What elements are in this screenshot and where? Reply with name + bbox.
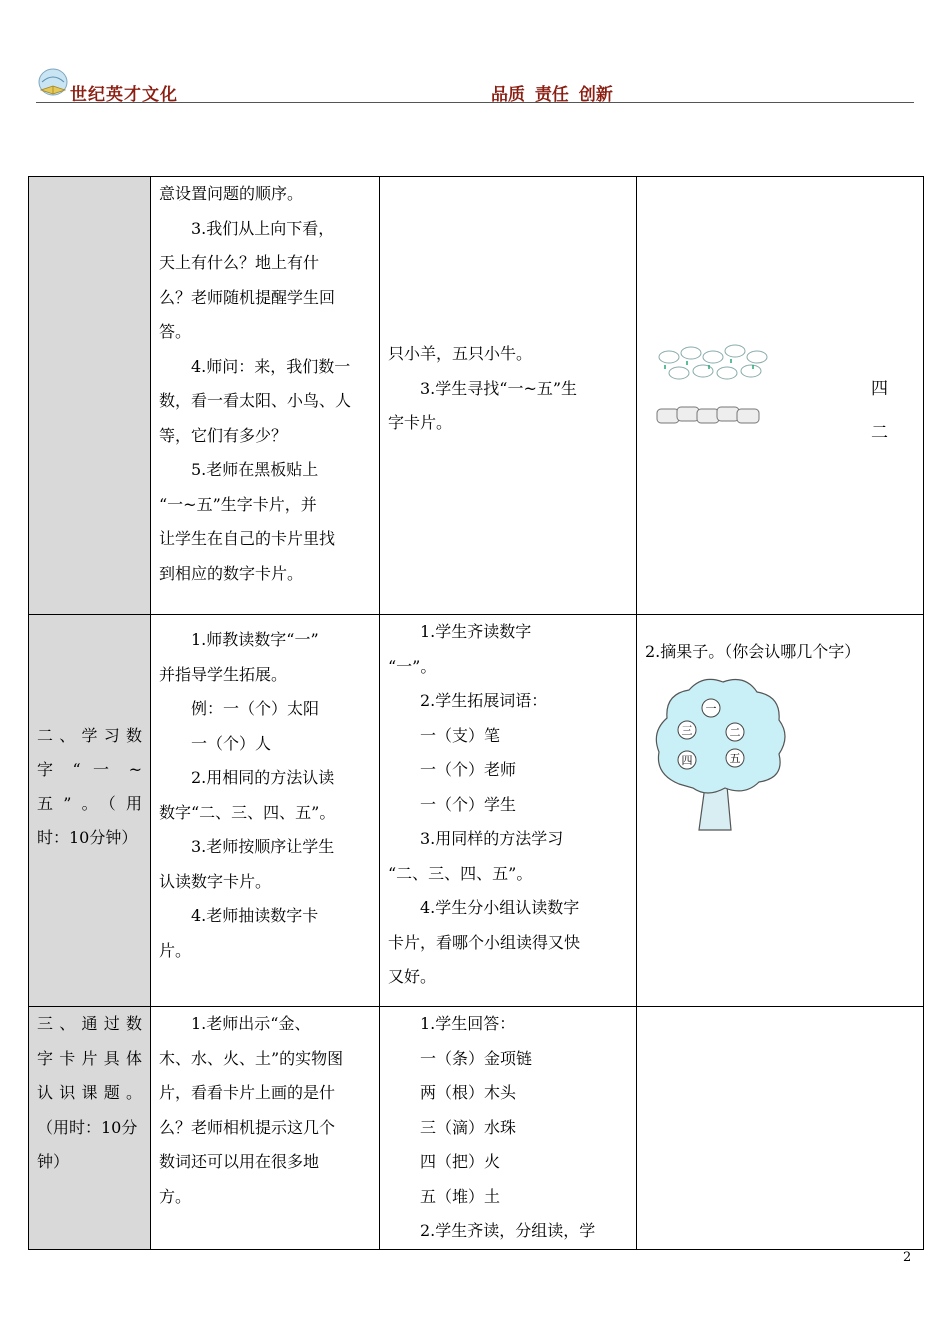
text-line: 4.师问：来，我们数一 [191,356,351,376]
text-line: 4.学生分小组认读数字 [420,898,580,917]
text-line: 3.学生寻找“一~五”生 [420,378,578,398]
text-line: 例：一（个）太阳 [191,699,320,718]
tree-fruit: 五 [729,751,741,765]
teacher-activity-cell [151,615,380,1007]
text-line: 一（个）学生 [420,794,517,814]
teacher-activity-cell [151,177,380,615]
text-line: 字卡片。 [388,413,453,432]
lesson-plan-table [28,176,924,1250]
text-line: 一（支）笔 [420,725,501,745]
text-line: 1.老师出示“金、 [191,1014,311,1033]
text-line: 2.学生齐读，分组读，学 [420,1221,596,1240]
header-rule [36,102,914,103]
text-line: 答。 [159,322,192,341]
text-line: 1.学生齐读数字 [420,622,532,641]
text-line: 片，看看卡片上画的是什 [159,1083,336,1102]
side-char: 四 [871,379,888,399]
text-line: 数字“二、三、四、五”。 [159,802,336,822]
stage-line: 字卡片具体 [37,1048,142,1068]
text-line: 三（滴）水珠 [420,1117,517,1137]
globe-book-logo-icon [36,68,70,98]
text-line: 木、水、火、土”的实物图 [159,1048,344,1068]
text-line: 认读数字卡片。 [159,871,272,891]
text-line: 3.老师按顺序让学生 [191,837,335,856]
text-line: 2.学生拓展词语： [420,691,548,710]
text-line: 么？老师随机提醒学生回 [159,287,336,307]
stage-line: 时：10分钟） [37,828,138,847]
page-header [36,62,914,104]
text-line: “一”。 [388,656,437,676]
text-line: 意设置问题的顺序。 [159,184,304,203]
text-line: 并指导学生拓展。 [159,664,288,684]
stage-cell [29,615,151,1007]
activity-title: 2.摘果子。（你会认哪几个字） [645,642,861,661]
side-characters [871,367,888,455]
student-activity-cell [380,1007,637,1250]
tree-fruit: 四 [681,753,693,767]
text-line: 4.老师抽读数字卡 [191,906,319,925]
stage-line: 认识课题。 [37,1083,142,1102]
text-line: “一~五”生字卡片，并 [159,494,317,514]
text-line: 1.学生回答： [420,1014,516,1033]
text-line: 只小羊，五只小牛。 [388,344,533,363]
text-line: 让学生在自己的卡片里找 [159,529,336,548]
table-row [29,177,924,615]
brand-motto: 品质 责任 创新 [491,85,613,105]
resource-cell [637,177,924,615]
text-line: 卡片，看哪个小组读得又快 [388,932,581,952]
text-line: 方。 [159,1186,192,1206]
text-line: 3.我们从上向下看， [191,218,335,238]
tree-fruit: 二 [729,725,741,739]
sheep-and-cattle-illustration-icon [651,327,781,447]
table-row [29,1007,924,1250]
tree-fruit: 三 [681,723,693,737]
text-line: 五（堆）土 [420,1186,501,1206]
student-activity-cell [380,615,637,1007]
text-line: 天上有什么？地上有什 [159,253,320,272]
stage-line: 钟） [37,1152,70,1171]
side-char: 二 [871,423,888,443]
text-line: 么？老师相机提示这几个 [159,1117,336,1137]
stage-line: 字 “ 一 ~ [37,760,142,779]
stage-line: 二、学习数 [37,726,142,745]
text-line: 一（个）人 [191,733,272,753]
stage-cell [29,1007,151,1250]
text-line: 到相应的数字卡片。 [159,563,304,583]
resource-cell [637,615,924,1007]
table-row [29,615,924,1007]
text-line: “二、三、四、五”。 [388,863,533,883]
page-number: 2 [903,1250,912,1265]
brand-name: 世纪英才文化 [70,85,178,105]
text-line: 3.用同样的方法学习 [420,829,564,848]
text-line: 一（个）老师 [420,760,517,779]
text-line: 片。 [159,940,192,960]
text-line: 四（把）火 [420,1152,501,1171]
resource-cell [637,1007,924,1250]
stage-cell [29,177,151,615]
tree-fruit: 一 [705,701,717,715]
text-line: 一（条）金项链 [420,1048,533,1068]
text-line: 两（根）木头 [420,1083,517,1102]
student-activity-cell [380,177,637,615]
stage-line: 五”。（用 [37,794,142,813]
text-line: 数词还可以用在很多地 [159,1152,320,1171]
text-line: 数，看一看太阳、小鸟、人 [159,391,352,410]
stage-line: （用时：10分 [37,1117,138,1137]
text-line: 5.老师在黑板贴上 [191,460,319,479]
text-line: 2.用相同的方法认读 [191,768,335,787]
teacher-activity-cell [151,1007,380,1250]
stage-line: 三、通过数 [37,1014,142,1033]
text-line: 等，它们有多少？ [159,425,288,445]
text-line: 1.师教读数字“一” [191,630,319,649]
text-line: 又好。 [388,967,437,986]
fruit-tree-illustration-icon [649,674,789,834]
